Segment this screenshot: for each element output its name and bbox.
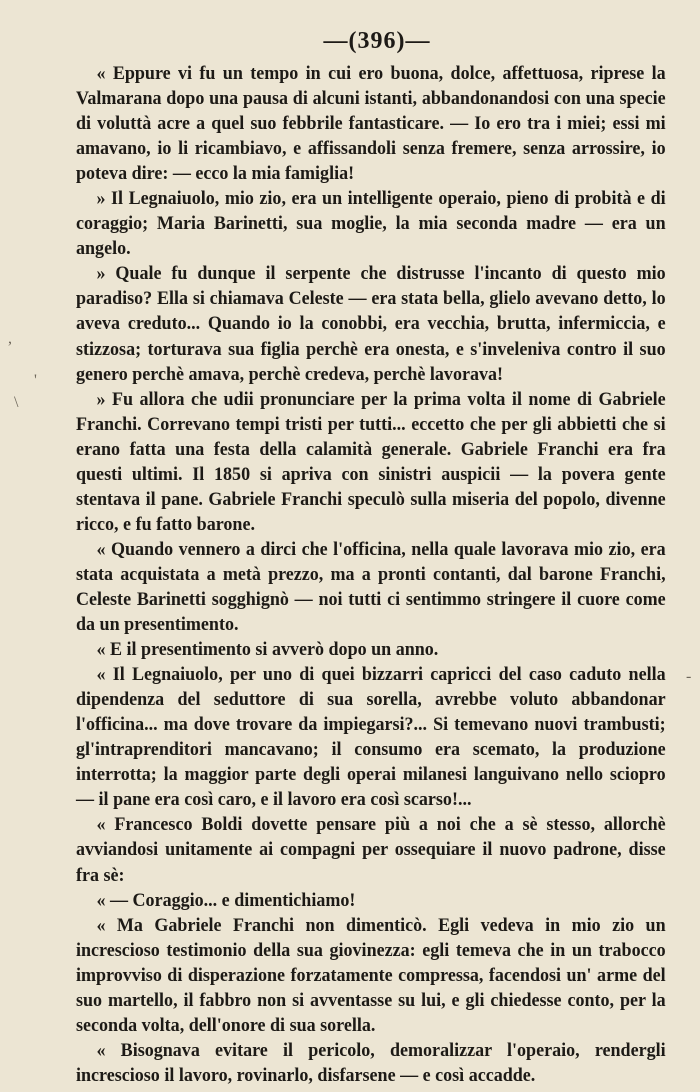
paragraph: » Fu allora che udii pronunciare per la prima volta il nome di Gabriele Franchi. Correvano tempi tristi per tutti... eccetto che per gli abbietti che si erano fatta una festa della calamità generale. Gabriele Franchi era fra questi ultimi. Il 1850 si apriva con sinistri auspicii — la povera gente stentava il pane. Gabriele Franchi speculò sulla miseria del popolo, divenne ricco, e fu fatto barone. xyxy=(76,388,666,535)
page-text xyxy=(76,61,666,1088)
paragraph: » Quale fu dunque il serpente che distrusse l'incanto di questo mio paradiso? Ella si chiamava Celeste — era stata bella, glielo avevano detto, lo aveva creduto... Quando io la conobbi, era vecchia, brutta, infermiccia, e stizzosa; torturava sua figlia perchè era onesta, e s'inveleniva contro il suo genero perchè amava, perchè credeva, perchè lavorava! xyxy=(76,263,666,385)
paragraph: « Quando vennero a dirci che l'officina, nella quale lavorava mio zio, era stata acquistata a metà prezzo, ma a pronti contanti, dal barone Franchi, Celeste Barinetti sogghignò — noi tutti ci sentimmo stringere il cuore come da un presentimento. xyxy=(76,538,666,636)
paragraph: « Francesco Boldi dovette pensare più a noi che a sè stesso, allorchè avviandosi unitamente ai compagni per ossequiare il nuovo padrone, disse fra sè: xyxy=(76,814,666,886)
paragraph: « E il presentimento si avverò dopo un anno. xyxy=(96,639,439,661)
paragraph: » Il Legnaiuolo, mio zio, era un intelligente operaio, pieno di probità e di coraggio; Maria Barinetti, sua moglie, la mia seconda madre — era un angelo. xyxy=(76,188,666,260)
margin-mark: - xyxy=(686,668,692,685)
page-number: —(396)— xyxy=(323,28,431,54)
paragraph: « Eppure vi fu un tempo in cui ero buona, dolce, affettuosa, riprese la Valmarana dopo una pausa di alcuni istanti, abbandonandosi con una specie di voluttà acre a quel suo febbrile fantasticare. — Io ero tra i miei; essi mi amavano, io li ricambiavo, e affissandoli senza fremere, senza arrossire, io poteva dire: — ecco la mia famiglia! xyxy=(76,63,666,185)
paragraph: « Il Legnaiuolo, per uno di quei bizzarri capricci del caso caduto nella dipendenza del seduttore di sua sorella, avrebbe voluto abbandonar l'officina... ma dove trovare da impiegarsi?... Si temevano nuovi trambusti; gl'intraprenditori mancavano; il consumo era scemato, la produzione interrotta; la maggior parte degli operai milanesi languivano nello sciopro — il pane era così caro, e il lavoro era così scarso!... xyxy=(76,664,666,811)
margin-mark: , xyxy=(8,330,12,347)
margin-mark: ' xyxy=(34,372,37,389)
paragraph: « Bisognava evitare il pericolo, demoralizzar l'operaio, rendergli increscioso il lavoro, rovinarlo, disfarsene — e così accadde. xyxy=(76,1039,666,1086)
paragraph: « Ma Gabriele Franchi non dimenticò. Egli vedeva in mio zio un increscioso testimonio della sua giovinezza: egli temeva che in un trabocco improvviso di disperazione forzatamente compressa, facendosi un' arme del suo martello, il fabbro non si avventasse su lui, e gli chiedesse conto, per la seconda volta, dell'onore di sua sorella. xyxy=(76,914,666,1036)
paragraph: « — Coraggio... e dimentichiamo! xyxy=(96,889,356,911)
margin-mark: \ xyxy=(14,394,19,411)
